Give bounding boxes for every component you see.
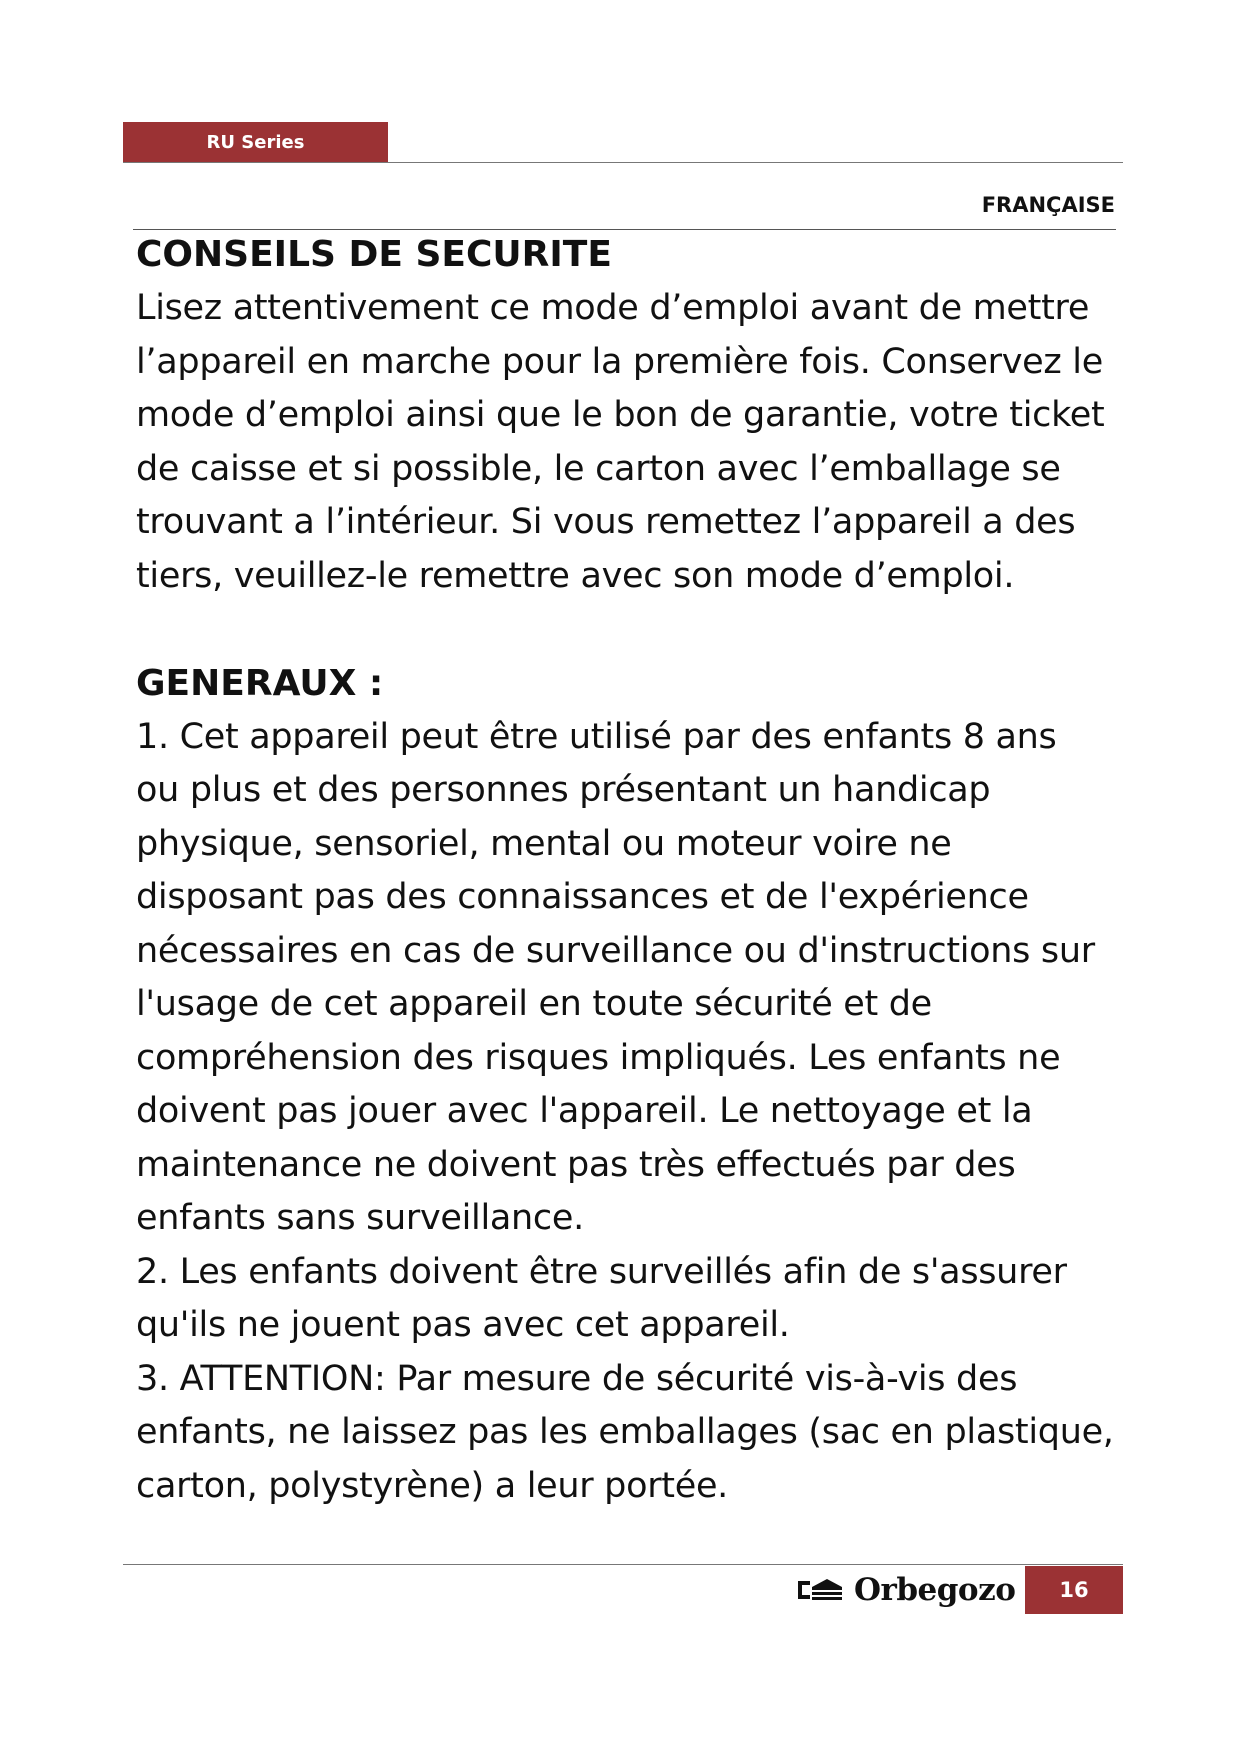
safety-heading: CONSEILS DE SECURITE [136, 234, 612, 275]
brand-logo [796, 1568, 1015, 1612]
general-line: qu'ils ne jouent pas avec cet appareil. [136, 1305, 790, 1345]
safety-line: tiers, veuillez-le remettre avec son mode d’emploi. [136, 555, 1015, 596]
general-line: l'usage de cet appareil en toute sécurité et de [136, 984, 932, 1024]
footer-divider [123, 1564, 1123, 1565]
safety-line: de caisse et si possible, le carton avec l’emballage se [136, 448, 1061, 489]
general-line: carton, polystyrène) a leur portée. [136, 1465, 729, 1506]
general-line: physique, sensoriel, mental ou moteur voire ne [136, 823, 952, 864]
general-line: compréhension des risques impliqués. Les enfants ne [136, 1037, 1061, 1078]
safety-line: l’appareil en marche pour la première fois. Conservez le [136, 341, 1103, 382]
general-line: 3. ATTENTION: Par mesure de sécurité vis-à-vis des [136, 1358, 1018, 1399]
language-label: FRANÇAISE [981, 193, 1115, 217]
house-logo-icon [796, 1577, 844, 1603]
general-line: ou plus et des personnes présentant un handicap [136, 770, 991, 810]
general-line: 2. Les enfants doivent être surveillés afin de s'assurer [136, 1251, 1067, 1292]
general-heading: GENERAUX : [136, 662, 384, 704]
general-line: disposant pas des connaissances et de l'expérience [136, 877, 1029, 917]
brand-name: Orbegozo [854, 1572, 1016, 1608]
general-line: maintenance ne doivent pas très effectués par des [136, 1144, 1016, 1185]
safety-line: mode d’emploi ainsi que le bon de garantie, votre ticket [136, 395, 1105, 435]
general-line: doivent pas jouer avec l'appareil. Le nettoyage et la [136, 1091, 1033, 1131]
general-line: 1. Cet appareil peut être utilisé par des enfants 8 ans [136, 716, 1057, 757]
general-line: enfants, ne laissez pas les emballages (sac en plastique, [136, 1412, 1114, 1452]
safety-line: Lisez attentivement ce mode d’emploi avant de mettre [136, 288, 1090, 328]
series-tab: RU Series [123, 122, 388, 162]
page-body [136, 228, 1121, 1513]
header-divider [123, 162, 1123, 163]
general-line: nécessaires en cas de surveillance ou d'instructions sur [136, 930, 1095, 971]
section-gap [136, 603, 1121, 657]
page-number: 16 [1025, 1566, 1123, 1614]
safety-line: trouvant a l’intérieur. Si vous remettez l’appareil a des [136, 502, 1076, 542]
general-line: enfants sans surveillance. [136, 1198, 584, 1238]
